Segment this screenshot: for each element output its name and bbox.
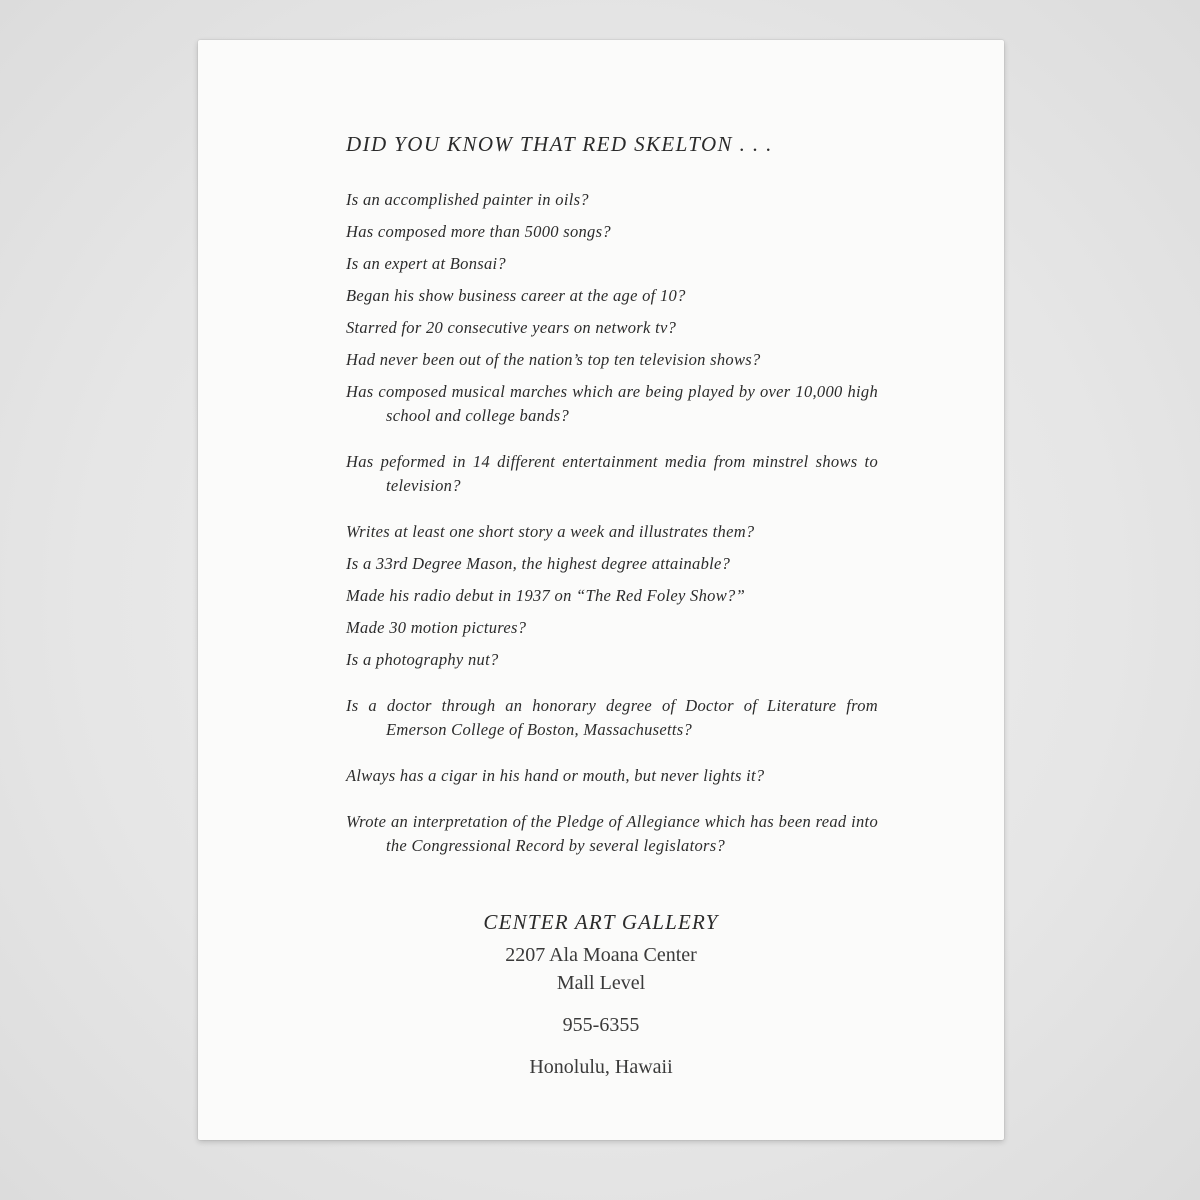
facts-list [346, 188, 878, 866]
fact-item: Wrote an interpretation of the Pledge of Allegiance which has been read into the Congressional Record by several legislators? [346, 812, 878, 855]
fact-item: Is an accomplished painter in oils? [346, 190, 589, 209]
fact-item: Is a 33rd Degree Mason, the highest degree attainable? [346, 554, 731, 573]
fact-item: Began his show business career at the age of 10? [346, 286, 686, 305]
fact-item: Has composed more than 5000 songs? [346, 222, 611, 241]
fact-item: Always has a cigar in his hand or mouth, but never lights it? [346, 766, 765, 785]
fact-item: Is an expert at Bonsai? [346, 254, 506, 273]
fact-item: Had never been out of the nation’s top ten television shows? [346, 350, 761, 369]
fact-item: Has peformed in 14 different entertainment media from minstrel shows to television? [346, 452, 878, 495]
gallery-name: CENTER ART GALLERY [483, 910, 719, 934]
gallery-city: Honolulu, Hawaii [529, 1056, 673, 1078]
fact-item: Is a doctor through an honorary degree of Doctor of Literature from Emerson College of Boston, Massachusetts? [346, 696, 878, 739]
gallery-phone: 955-6355 [562, 1014, 640, 1036]
fact-item: Writes at least one short story a week and illustrates them? [346, 522, 755, 541]
fact-item: Made 30 motion pictures? [346, 618, 527, 637]
gallery-info [198, 910, 1004, 1081]
gallery-address-line2: Mall Level [556, 972, 646, 994]
gallery-address-line1: 2207 Ala Moana Center [505, 944, 697, 966]
fact-item: Made his radio debut in 1937 on “The Red Foley Show?” [346, 586, 746, 605]
flyer-heading: DID YOU KNOW THAT RED SKELTON . . . [346, 132, 773, 156]
fact-item: Starred for 20 consecutive years on network tv? [346, 318, 677, 337]
fact-item: Is a photography nut? [346, 650, 499, 669]
fact-item: Has composed musical marches which are being played by over 10,000 high school and college bands? [346, 382, 878, 425]
flyer-page [198, 40, 1004, 1140]
